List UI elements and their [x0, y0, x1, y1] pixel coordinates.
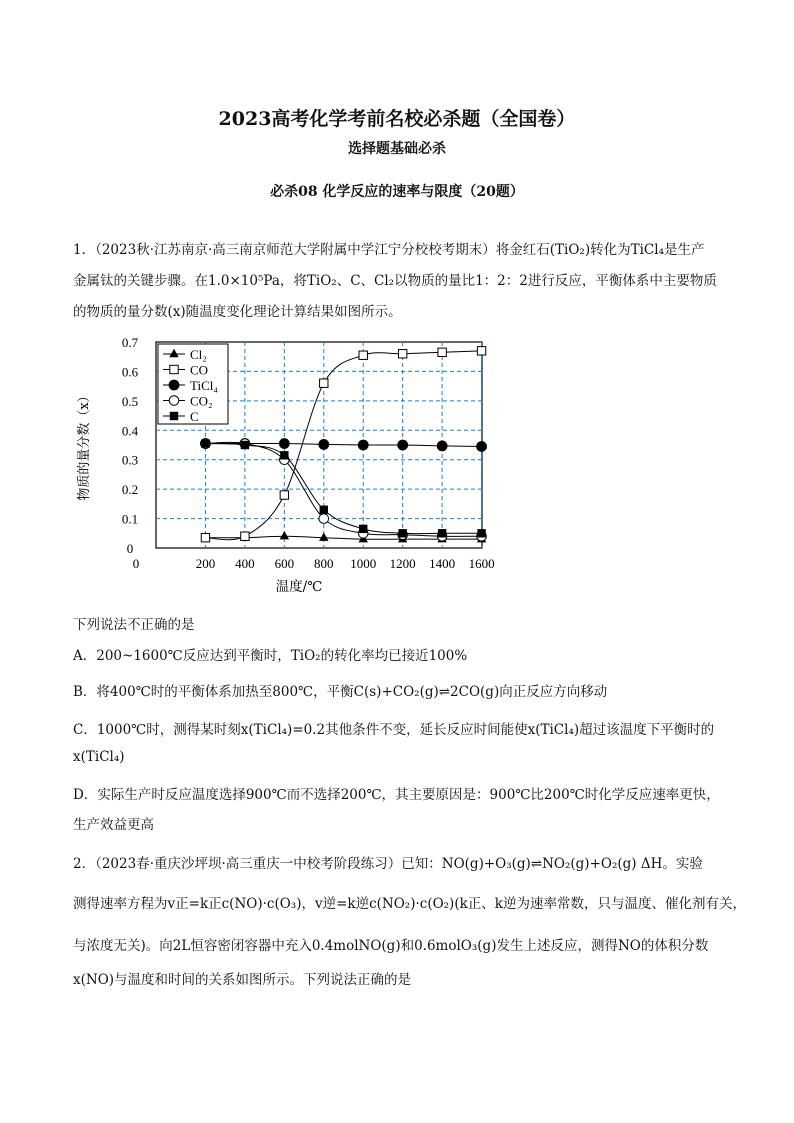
- data-point: [318, 439, 329, 450]
- y-tick-label: 0: [126, 541, 134, 556]
- q1-prompt: 下列说法不正确的是: [73, 617, 195, 633]
- legend-marker: [169, 380, 180, 391]
- legend-label: C: [190, 409, 199, 424]
- y-tick-label: 0.6: [121, 364, 139, 380]
- data-point: [319, 533, 328, 541]
- x-tick-label: 400: [235, 556, 255, 571]
- data-point: [241, 441, 249, 449]
- data-point: [201, 534, 209, 542]
- plot-area: [76, 335, 495, 595]
- x-tick-label: 200: [195, 556, 216, 571]
- data-point: [477, 529, 485, 537]
- x-axis-label: 温度/℃: [275, 579, 323, 595]
- q2-line3: 与浓度无关)。向2L恒容密闭容器中充入0.4molNO(g)和0.6molO₃(g)发生上述反应，测得NO的体积分数: [73, 938, 709, 954]
- data-point: [201, 439, 209, 447]
- x-tick-label: 1200: [389, 556, 416, 571]
- q1-option-c-line2: x(TiCl₄): [73, 749, 125, 765]
- data-point: [398, 529, 406, 537]
- legend-label: Cl₂: [190, 347, 207, 362]
- data-point: [437, 440, 448, 451]
- data-point: [319, 514, 329, 524]
- data-point: [438, 529, 446, 537]
- data-point: [397, 440, 408, 451]
- legend-marker: [170, 412, 178, 420]
- q1-option-d-line2: 生产效益更高: [73, 817, 154, 833]
- q1-option-d-line1: D．实际生产时反应温度选择900℃而不选择200℃，其主要原因是：900℃比200℃时化学反应速率更快，: [73, 787, 720, 803]
- data-point: [476, 441, 487, 452]
- q2-line4: x(NO)与温度和时间的关系如图所示。下列说法正确的是: [73, 972, 412, 988]
- series-line: [205, 444, 481, 534]
- legend-label: CO: [190, 362, 209, 378]
- x-tick-label: 1600: [468, 556, 495, 571]
- page-subtitle: 选择题基础必杀: [348, 141, 446, 157]
- data-point: [280, 491, 288, 499]
- legend-label: CO₂: [190, 393, 213, 409]
- q1-intro-line2: 金属钛的关键步骤。在1.0×10⁵Pa，将TiO₂、C、Cl₂以物质的量比1：2：2进行反应，平衡体系中主要物质: [73, 273, 717, 289]
- data-point: [280, 531, 289, 539]
- q1-intro-line1: 1．（2023秋·江苏南京·高三南京师范大学附属中学江宁分校校考期末）将金红石(TiO₂)转化为TiCl₄是生产: [73, 242, 705, 258]
- q1-intro-line3: 的物质的量分数(x)随温度变化理论计算结果如图所示。: [73, 304, 402, 320]
- q2-line2: 测得速率方程为v正=k正c(NO)·c(O₃)，v逆=k逆c(NO₂)·c(O₂)(k正、k逆为速率常数，只与温度、催化剂有关，: [73, 896, 746, 912]
- data-point: [359, 525, 367, 533]
- x-tick-label: 1000: [350, 556, 377, 571]
- q2-line1: 2．（2023春·重庆沙坪坝·高三重庆一中校考阶段练习）已知：NO(g)+O₃(g)⇌NO₂(g)+O₂(g) ΔH。实验: [73, 856, 703, 872]
- legend-label: TiCl₄: [190, 378, 218, 393]
- data-point: [358, 440, 369, 451]
- data-point: [241, 532, 249, 540]
- x-tick-label: 0: [132, 556, 140, 571]
- y-tick-label: 0.5: [121, 393, 139, 409]
- data-point: [477, 347, 485, 355]
- data-point: [398, 350, 406, 358]
- data-point: [320, 506, 328, 514]
- legend-marker: [170, 365, 178, 373]
- q1-option-a: A．200~1600℃反应达到平衡时，TiO₂的转化率均已接近100%: [73, 648, 468, 664]
- data-point: [359, 351, 367, 359]
- y-tick-label: 0.2: [121, 482, 139, 498]
- x-tick-label: 800: [314, 556, 334, 571]
- y-tick-label: 0.1: [121, 511, 139, 527]
- data-point: [438, 348, 446, 356]
- y-axis-label: 物质的量分数（x）: [77, 389, 92, 501]
- y-tick-label: 0.7: [121, 335, 139, 350]
- section-heading: 必杀08 化学反应的速率与限度（20题）: [270, 184, 524, 200]
- data-point: [279, 438, 290, 449]
- legend-marker: [169, 396, 179, 406]
- data-point: [280, 451, 288, 459]
- data-point: [320, 379, 328, 387]
- x-tick-label: 600: [274, 556, 295, 571]
- mole-fraction-chart: [70, 330, 500, 598]
- x-tick-label: 1400: [429, 556, 456, 571]
- q1-option-b: B．将400℃时的平衡体系加热至800℃，平衡C(s)+CO₂(g)⇌2CO(g)向正反应方向移动: [73, 684, 608, 700]
- y-tick-label: 0.3: [121, 452, 139, 468]
- q1-option-c-line1: C．1000℃时，测得某时刻x(TiCl₄)=0.2其他条件不变，延长反应时间能使x(TiCl₄)超过该温度下平衡时的: [73, 722, 715, 738]
- y-tick-label: 0.4: [121, 423, 139, 439]
- page-title: 2023高考化学考前名校必杀题（全国卷）: [218, 108, 576, 130]
